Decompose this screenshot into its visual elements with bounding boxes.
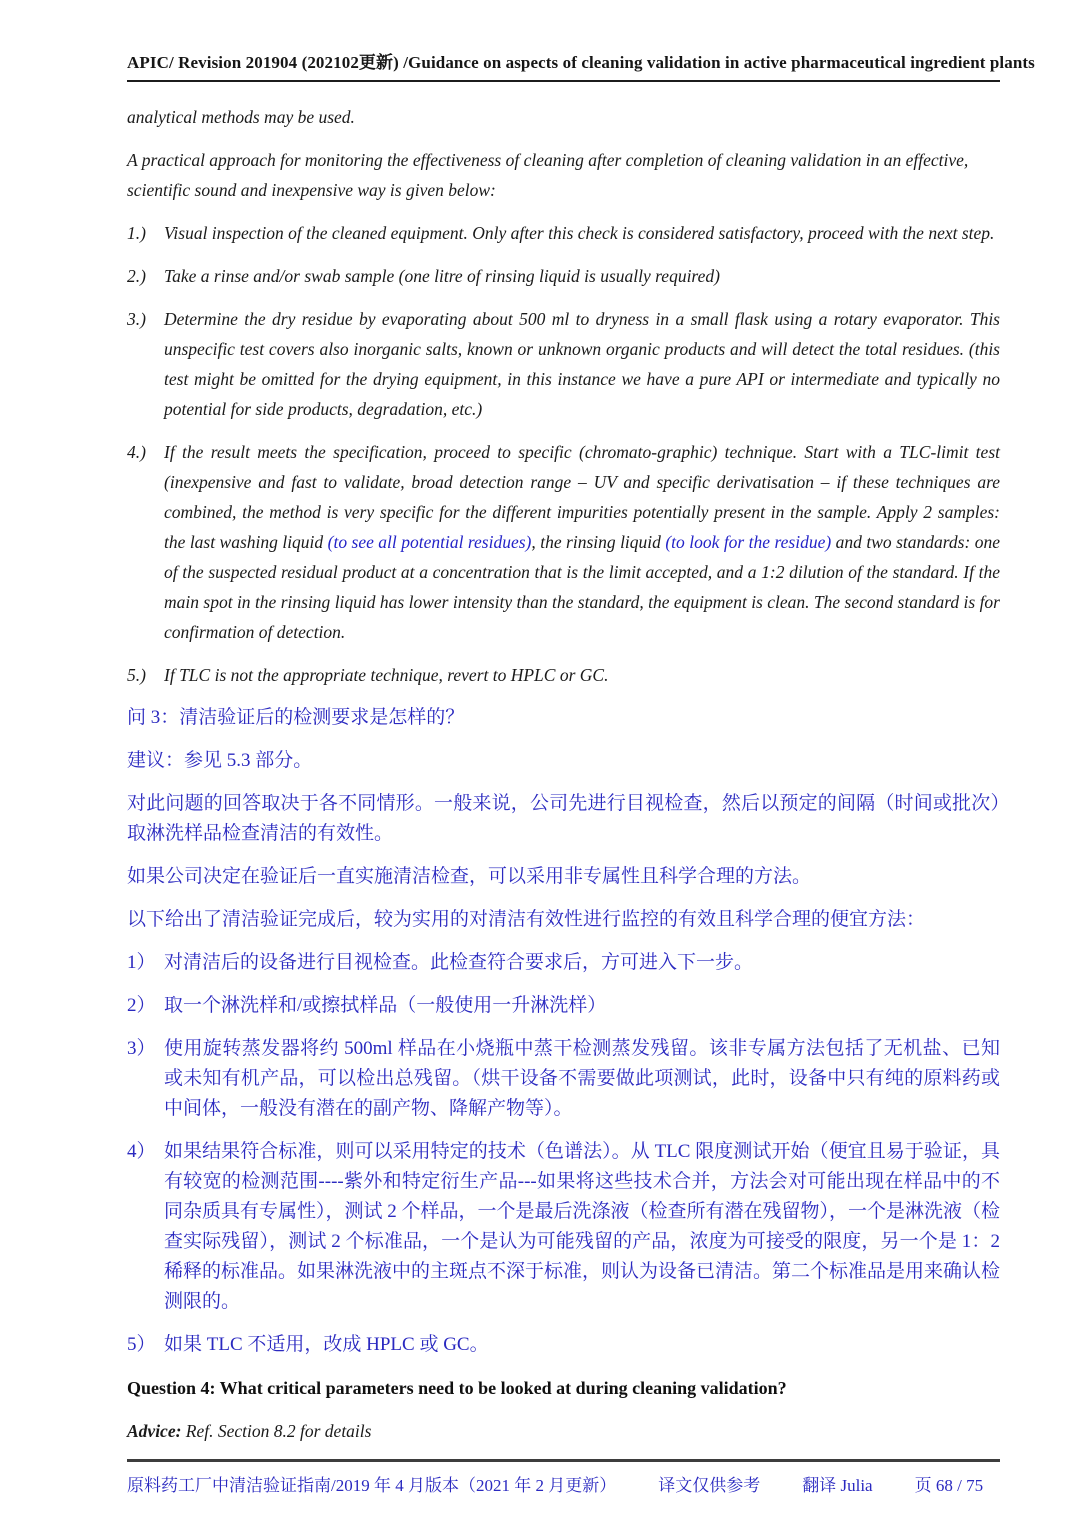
paragraph	[127, 1373, 1000, 1403]
list-marker: 4.)	[127, 442, 146, 462]
list-marker: 5）	[127, 1334, 156, 1355]
text-run: 取一个淋洗样和/或擦拭样品（一般使用一升淋洗样）	[164, 995, 607, 1016]
list-item-text	[164, 660, 1000, 690]
paragraph	[127, 862, 1000, 892]
text-run: Take a rinse and/or swab sample (one litre of rinsing liquid is usually required)	[164, 266, 720, 286]
list-item-text	[164, 304, 1000, 424]
paragraph	[127, 789, 1000, 849]
list-item	[127, 1137, 1000, 1317]
text-run: Question 4: What critical parameters need to be looked at during cleaning validation?	[127, 1378, 787, 1398]
list-item-text	[164, 1330, 1000, 1360]
text-run: If TLC is not the appropriate technique, revert to HPLC or GC.	[164, 665, 609, 685]
text-run: Ref. Section 8.2 for details	[181, 1421, 372, 1441]
list-item	[127, 948, 1000, 978]
page-footer	[127, 1459, 1000, 1496]
text-run: and two standards: one of the suspected residual product at a concentration that is the limit accepted, and a 1:2 dilution of the standard. If the main spot in the rinsing liquid has lower intensity than the standard, the equipment is clean. The second standard is for confirmation of detection.	[164, 532, 1000, 642]
paragraph	[127, 905, 1000, 935]
paragraph	[127, 102, 1000, 132]
list-marker: 3.)	[127, 309, 146, 329]
text-run: 以下给出了清洁验证完成后，较为实用的对清洁有效性进行监控的有效且科学合理的便宜方法：	[127, 909, 926, 930]
text-run: 如果 TLC 不适用，改成 HPLC 或 GC。	[164, 1334, 489, 1355]
text-run: A practical approach for monitoring the effectiveness of cleaning after completion of cleaning validation in an effective, scientific sound and inexpensive way is given below:	[127, 150, 969, 200]
list-item	[127, 991, 1000, 1021]
text-run: , the rinsing liquid	[531, 532, 666, 552]
text-run: Visual inspection of the cleaned equipment. Only after this check is considered satisfactory, proceed with the next step.	[164, 223, 995, 243]
list-item-text	[164, 218, 1000, 248]
list-item-text	[164, 437, 1000, 647]
list-item	[127, 660, 1000, 690]
list-item	[127, 1330, 1000, 1360]
text-run: 使用旋转蒸发器将约 500ml 样品在小烧瓶中蒸干检测蒸发残留。该非专属方法包括了无机盐、已知或未知有机产品，可以检出总残留。（烘干设备不需要做此项测试，此时，设备中只有纯的原料药或中间体，一般没有潜在的副产物、降解产物等）。	[164, 1038, 1000, 1119]
list-marker: 3）	[127, 1038, 156, 1059]
list-marker: 4）	[127, 1141, 156, 1162]
paragraph	[127, 1416, 1000, 1446]
list-item-text	[164, 991, 1000, 1021]
text-run: 建议：参见 5.3 部分。	[127, 750, 313, 771]
footer-disclaimer: 译文仅供参考	[658, 1476, 761, 1495]
text-run: 如果结果符合标准，则可以采用特定的技术（色谱法）。从 TLC 限度测试开始（便宜且易于验证，具有较宽的检测范围----紫外和特定衍生产品---如果将这些技术合并，方法会对可能出现在样品中的不同杂质具有专属性），测试 2 个样品，一个是最后洗涤液（检查所有潜在残留物），一个是淋洗液（检查实际残留），测试 2 个标准品，一个是认为可能残留的产品，浓度为可接受的限度，另一个是 1：2 稀释的标准品。如果淋洗液中的主斑点不深于标准，则认为设备已清洁。第二个标准品是用来确认检测限的。	[164, 1141, 1001, 1312]
list-marker: 1）	[127, 952, 156, 973]
footer-translator: 翻译 Julia	[802, 1476, 873, 1495]
list-item-text	[164, 1034, 1000, 1124]
page-header: APIC/ Revision 201904 (202102更新) /Guidance on aspects of cleaning validation in active pharmaceutical ingredient plants	[127, 48, 1000, 82]
list-item	[127, 1034, 1000, 1124]
list-item-text	[164, 1137, 1000, 1317]
list-item-text	[164, 948, 1000, 978]
highlighted-text-run: (to look for the residue)	[665, 532, 832, 552]
text-run: 对清洁后的设备进行目视检查。此检查符合要求后，方可进入下一步。	[164, 952, 754, 973]
list-marker: 1.)	[127, 223, 146, 243]
text-run: If the result meets the specification, proceed to specific (chromato-graphic) technique. Start with a TLC-limit test (inexpensive and fast to validate, broad detection range – UV and specific derivatisation – if these techniques are combined, the method is very specific for the different impurities potentially present in the sample. Apply 2 samples: the last washing liquid	[164, 442, 1000, 552]
list-marker: 5.)	[127, 665, 146, 685]
text-run: analytical methods may be used.	[127, 107, 355, 127]
list-marker: 2.)	[127, 266, 146, 286]
list-item	[127, 304, 1000, 424]
list-marker: 2）	[127, 995, 156, 1016]
list-item	[127, 218, 1000, 248]
footer-doc-title: 原料药工厂中清洁验证指南/2019 年 4 月版本（2021 年 2 月更新）	[127, 1476, 617, 1495]
text-run: 问 3：清洁验证后的检测要求是怎样的？	[127, 707, 465, 728]
list-item	[127, 437, 1000, 647]
list-item-text	[164, 261, 1000, 291]
paragraph	[127, 746, 1000, 776]
paragraph	[127, 703, 1000, 733]
text-run: 对此问题的回答取决于各不同情形。一般来说，公司先进行目视检查，然后以预定的间隔（时间或批次）取淋洗样品检查清洁的有效性。	[127, 793, 1000, 844]
document-body	[127, 102, 1000, 1459]
text-run: Determine the dry residue by evaporating about 500 ml to dryness in a small flask using a rotary evaporator. This unspecific test covers also inorganic salts, known or unknown organic products and will detect the total residues. (this test might be omitted for the drying equipment, in this instance we have a pure API or intermediate and typically no potential for side products, degradation, etc.)	[164, 309, 1000, 419]
footer-page-indicator: 页 68 / 75	[914, 1476, 984, 1495]
text-run: 如果公司决定在验证后一直实施清洁检查，可以采用非专属性且科学合理的方法。	[127, 866, 812, 887]
list-item	[127, 261, 1000, 291]
highlighted-text-run: (to see all potential residues)	[327, 532, 532, 552]
paragraph	[127, 145, 1000, 205]
text-run: Advice:	[127, 1421, 182, 1441]
